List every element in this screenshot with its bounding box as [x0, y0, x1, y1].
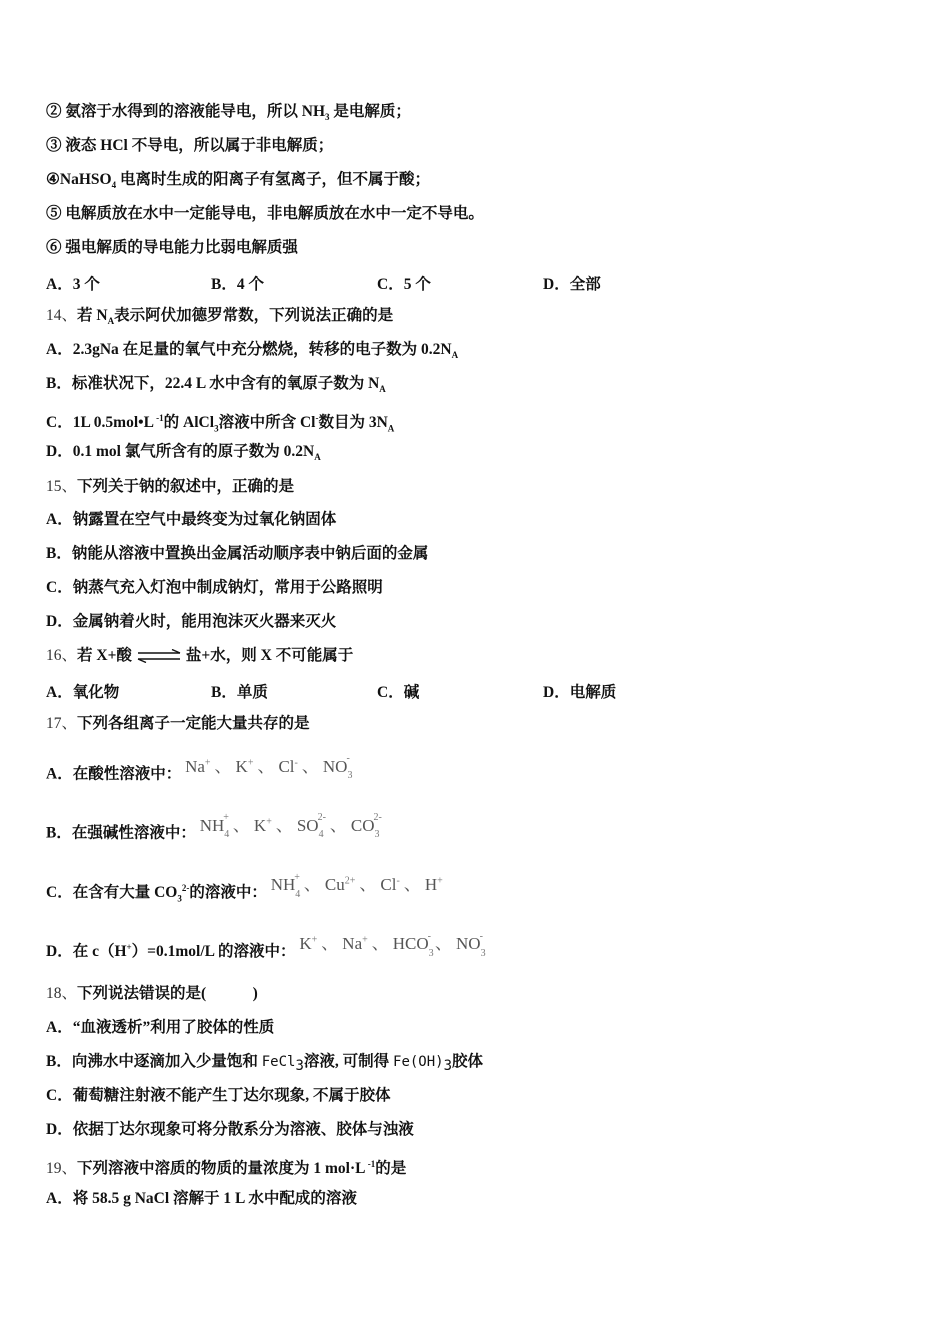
option-a[interactable]: A．3 个 — [46, 276, 100, 293]
item-text: 液态 HCl 不导电，所以属于非电解质； — [61, 137, 334, 154]
q15-option-c[interactable]: C．钠蒸气充入灯泡中制成钠灯，常用于公路照明 — [46, 579, 383, 596]
superscript: - — [315, 413, 319, 423]
q13-item-2 — [46, 102, 411, 127]
q16-stem — [46, 646, 353, 666]
q16-options — [46, 680, 746, 700]
stem-text: 的是 — [375, 1160, 407, 1178]
q13-options — [46, 272, 746, 292]
option-b[interactable]: B．4 个 — [211, 276, 264, 293]
stem-text: 若 N — [77, 307, 108, 324]
option-text: D．0.1 mol 氯气所含有的原子数为 0.2N — [46, 443, 315, 460]
option-label: D．在 c（H — [46, 943, 127, 961]
question-number: 19、 — [46, 1160, 78, 1178]
option-text: B．向沸水中逐滴加入少量饱和 — [46, 1053, 262, 1070]
q17-option-a[interactable] — [46, 753, 353, 791]
option-text: 溶液, 可制得 — [303, 1053, 394, 1070]
q18-option-b[interactable] — [46, 1052, 483, 1076]
q17-option-c[interactable] — [46, 871, 443, 910]
q17-option-b[interactable] — [46, 812, 382, 850]
superscript: 2- — [181, 883, 190, 893]
stem-text: 下列各组离子一定能大量共存的是 — [77, 715, 310, 732]
q15-option-b[interactable]: B．钠能从溶液中置换出金属活动顺序表中钠后面的金属 — [46, 545, 429, 562]
ion-list: Na+ 、 K+ 、 Cl- 、 $NO_3^-$ — [185, 753, 353, 782]
option-text: 的 AlCl — [163, 414, 215, 432]
option-text: 胶体 — [452, 1053, 484, 1070]
question-number: 16、 — [46, 647, 78, 664]
option-a[interactable]: A．氧化物 — [46, 684, 120, 701]
q17-stem — [46, 714, 310, 734]
item-label: ⑥ — [46, 239, 62, 256]
item-label: ④ — [46, 171, 60, 188]
superscript: + — [126, 942, 132, 952]
option-text: C．1L 0.5mol•L — [46, 414, 154, 432]
question-number: 14、 — [46, 307, 78, 324]
option-c[interactable]: C．碱 — [377, 684, 420, 701]
q13-item-6 — [46, 238, 298, 258]
item-text: 电解质放在水中一定能导电，非电解质放在水中一定不导电。 — [61, 205, 484, 222]
q18-option-a[interactable]: A．“血液透析”利用了胶体的性质 — [46, 1019, 275, 1036]
stem-text: 下列说法错误的是( ) — [77, 985, 258, 1002]
item-label: ③ — [46, 137, 62, 154]
q18-option-c[interactable]: C．葡萄糖注射液不能产生丁达尔现象, 不属于胶体 — [46, 1087, 391, 1104]
option-c[interactable]: C．5 个 — [377, 276, 431, 293]
option-b[interactable]: B．单质 — [211, 684, 268, 701]
stem-text: 表示阿伏加德罗常数，下列说法正确的是 — [114, 307, 394, 324]
formula: FeCl — [261, 1054, 296, 1070]
option-text: B．标准状况下，22.4 L 水中含有的氧原子数为 N — [46, 375, 380, 392]
q13-item-3 — [46, 136, 333, 156]
option-text: 溶液中所含 Cl — [218, 414, 316, 432]
q17-option-d[interactable] — [46, 930, 486, 969]
stem-text: 下列关于钠的叙述中，正确的是 — [77, 478, 295, 495]
q15-stem — [46, 477, 294, 497]
option-label: B．在强碱性溶液中： — [46, 824, 196, 842]
option-label: 的溶液中： — [189, 884, 267, 902]
q18-option-d[interactable]: D．依据丁达尔现象可将分散系分为溶液、胶体与浊液 — [46, 1121, 414, 1138]
item-text: 强电解质的导电能力比弱电解质强 — [61, 239, 298, 256]
option-text: 数目为 3N — [318, 414, 388, 432]
subscript: 3 — [177, 893, 182, 904]
subscript: A — [379, 384, 386, 395]
item-text: 是电解质； — [329, 103, 411, 120]
item-label: ⑤ — [46, 205, 62, 222]
q13-item-4 — [46, 170, 430, 195]
subscript: 4 — [111, 180, 117, 191]
equilibrium-arrow-icon — [136, 649, 182, 663]
subscript: A — [387, 423, 395, 434]
q15-option-a[interactable]: A．钠露置在空气中最终变为过氧化钠固体 — [46, 511, 337, 528]
stem-text: 盐+水，则 X 不可能属于 — [185, 647, 354, 664]
ion-list: K+ 、 Na+ 、 $HCO_3^-$ 、 $NO_3^-$ — [299, 930, 486, 959]
item-text: 氨溶于水得到的溶液能导电，所以 NH — [61, 103, 326, 120]
superscript: -1 — [365, 1159, 376, 1169]
item-text: NaHSO — [59, 171, 112, 188]
option-label: C．在含有大量 CO — [46, 884, 178, 902]
subscript: 3 — [214, 423, 219, 434]
option-text: A．2.3gNa 在足量的氧气中充分燃烧，转移的电子数为 0.2N — [46, 341, 452, 358]
q14-option-a[interactable] — [46, 340, 458, 365]
subscript: 3 — [325, 112, 330, 123]
question-number: 18、 — [46, 985, 78, 1002]
q13-item-5 — [46, 204, 484, 224]
option-d[interactable]: D．全部 — [543, 276, 601, 293]
superscript: -1 — [153, 413, 164, 423]
q14-option-c[interactable] — [46, 408, 394, 438]
q14-option-b[interactable] — [46, 374, 386, 399]
q18-stem — [46, 984, 258, 1004]
q14-stem — [46, 306, 393, 331]
subscript: 3 — [295, 1058, 304, 1075]
stem-text: 若 X+酸 — [77, 647, 132, 664]
q19-option-a[interactable]: A．将 58.5 g NaCl 溶解于 1 L 水中配成的溶液 — [46, 1190, 357, 1207]
subscript: 3 — [443, 1058, 453, 1075]
item-label: ② — [46, 103, 62, 120]
item-text: 电离时生成的阳离子有氢离子，但不属于酸； — [116, 171, 430, 188]
subscript: A — [107, 316, 115, 327]
formula: Fe(OH) — [393, 1054, 444, 1070]
subscript: A — [451, 350, 459, 361]
ion-list: $NH_4^+$ 、 $Cu^{2+}$ 、 Cl- 、 H+ — [270, 871, 443, 900]
question-number: 17、 — [46, 715, 78, 732]
q14-option-d[interactable] — [46, 442, 321, 467]
option-d[interactable]: D．电解质 — [543, 684, 617, 701]
q15-option-d[interactable]: D．金属钠着火时，能用泡沫灭火器来灭火 — [46, 613, 337, 630]
question-number: 15、 — [46, 478, 78, 495]
stem-text: 下列溶液中溶质的物质的量浓度为 1 mol·L — [77, 1160, 366, 1178]
subscript: A — [314, 452, 321, 463]
q19-stem — [46, 1154, 406, 1179]
ion-list: $NH_4^+$ 、 K+ 、 $SO_4^{2-}$ 、 $CO_3^{2-}$ — [199, 812, 382, 841]
option-label: A．在酸性溶液中： — [46, 765, 182, 783]
option-label: ）=0.1mol/L 的溶液中： — [131, 943, 296, 961]
